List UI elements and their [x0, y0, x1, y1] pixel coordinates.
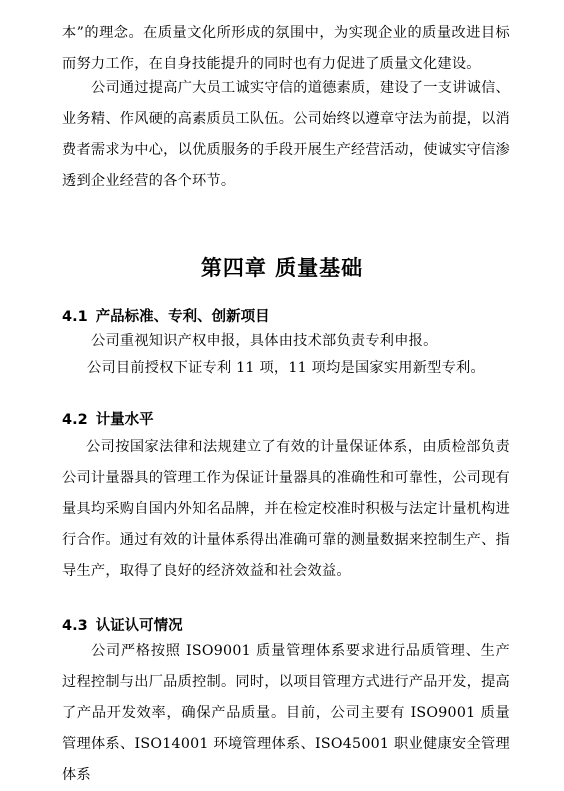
- section-number: 4.2: [62, 412, 88, 428]
- section-4-3-paragraph-1: 公司严格按照 ISO9001 质量管理体系要求进行品质管理、生产过程控制与出厂品质控制。同时，以项目管理方式进行产品开发，提高了产品开发效率，确保产品质量。目前，公司主要有 ISO9001 质量管理体系、ISO14001 环境管理体系、ISO45001 职业健康安全管理体系: [62, 643, 510, 783]
- section-title: 计量水平: [95, 412, 154, 428]
- section-4-1-paragraph-2: 公司目前授权下证专利 11 项，11 项均是国家实用新型专利。: [87, 360, 485, 376]
- section-number: 4.3: [62, 618, 88, 634]
- intro-paragraph-2: 公司通过提高广大员工诚实守信的道德素质，建设了一支讲诚信、业务精、作风硬的高素质员工队伍。公司始终以遵章守法为前提，以消费者需求为中心，以优质服务的手段开展生产经营活动，使诚实守信渗透到企业经营的各个环节。: [62, 80, 510, 189]
- section-heading-4-3: [62, 614, 183, 638]
- intro-paragraph-1: 本”的理念。在质量文化所形成的氛围中，为实现企业的质量改进目标而努力工作，在自身技能提升的同时也有力促进了质量文化建设。: [62, 25, 510, 72]
- chapter-title: 第四章 质量基础: [200, 256, 364, 280]
- section-number: 4.1: [62, 309, 88, 325]
- section-heading-4-2: [62, 408, 154, 432]
- section-4-2-paragraph-1: 公司按国家法律和法规建立了有效的计量保证体系，由质检部负责公司计量器具的管理工作为保证计量器具的准确性和可靠性，公司现有量具均采购自国内外知名品牌，并在检定校准时积极与法定计量机构进行合作。通过有效的计量体系得出准确可靠的测量数据来控制生产、指导生产，取得了良好的经济效益和社会效益。: [62, 439, 510, 579]
- section-title: 产品标准、专利、创新项目: [95, 309, 270, 325]
- section-4-1-paragraph-1: 公司重视知识产权申报，具体由技术部负责专利申报。: [91, 333, 438, 349]
- section-title: 认证认可情况: [95, 618, 183, 634]
